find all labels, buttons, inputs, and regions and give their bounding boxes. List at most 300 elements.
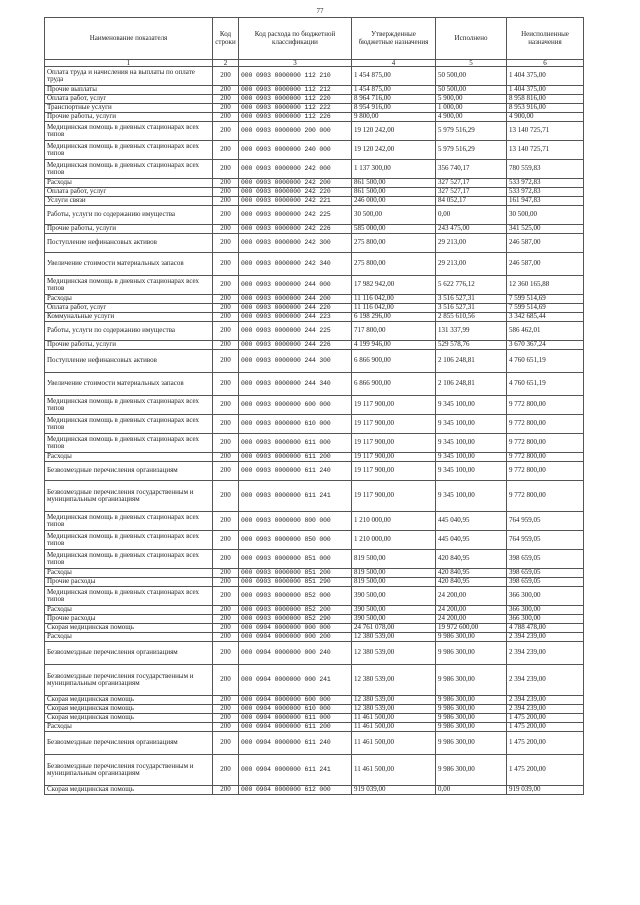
cell-approved: 6 866 900,00 <box>352 350 436 373</box>
cell-executed: 9 986 300,00 <box>436 633 507 642</box>
cell-name: Прочие выплаты <box>45 86 213 95</box>
cell-budget-code: 000 0903 0000000 244 226 <box>239 341 352 350</box>
cell-unexecuted: 780 559,83 <box>507 160 584 179</box>
cell-approved: 4 199 946,00 <box>352 341 436 350</box>
cell-budget-code: 000 0903 0000000 244 340 <box>239 373 352 396</box>
cell-budget-code: 000 0903 0000000 244 300 <box>239 350 352 373</box>
cell-executed: 9 345 100,00 <box>436 453 507 462</box>
cell-unexecuted: 3 342 685,44 <box>507 313 584 322</box>
cell-executed: 9 345 100,00 <box>436 396 507 415</box>
cell-executed: 9 986 300,00 <box>436 665 507 696</box>
cell-name: Прочие работы, услуги <box>45 113 213 122</box>
table-row <box>45 624 584 633</box>
cell-executed: 327 527,17 <box>436 188 507 197</box>
cell-executed: 2 855 610,56 <box>436 313 507 322</box>
cell-name: Скорая медицинская помощь <box>45 714 213 723</box>
table-row <box>45 160 584 179</box>
table-row <box>45 512 584 531</box>
cell-approved: 19 117 900,00 <box>352 453 436 462</box>
cell-approved: 12 380 539,00 <box>352 665 436 696</box>
table-row <box>45 396 584 415</box>
table-row <box>45 550 584 569</box>
cell-approved: 11 116 042,00 <box>352 304 436 313</box>
cell-budget-code: 000 0904 0000000 611 000 <box>239 714 352 723</box>
cell-executed: 9 345 100,00 <box>436 415 507 434</box>
cell-approved: 275 800,00 <box>352 234 436 253</box>
header-approved: Утвержденные бюджетные назначения <box>352 18 436 60</box>
cell-name: Расходы <box>45 606 213 615</box>
cell-line-code: 200 <box>213 512 239 531</box>
cell-approved: 12 380 539,00 <box>352 642 436 665</box>
cell-budget-code: 000 0904 0000000 000 000 <box>239 624 352 633</box>
cell-unexecuted: 30 500,00 <box>507 206 584 225</box>
cell-approved: 390 500,00 <box>352 606 436 615</box>
cell-executed: 327 527,17 <box>436 179 507 188</box>
cell-name: Безвозмездные перечисления государственным и муниципальным организациям <box>45 481 213 512</box>
table-row <box>45 462 584 481</box>
cell-approved: 11 461 500,00 <box>352 723 436 732</box>
table-row <box>45 481 584 512</box>
cell-budget-code: 000 0903 0000000 244 200 <box>239 295 352 304</box>
table-row <box>45 714 584 723</box>
cell-name: Оплата работ, услуг <box>45 188 213 197</box>
cell-line-code: 200 <box>213 606 239 615</box>
cell-name: Расходы <box>45 179 213 188</box>
cell-name: Работы, услуги по содержанию имущества <box>45 206 213 225</box>
cell-approved: 12 380 539,00 <box>352 705 436 714</box>
cell-name: Поступление нефинансовых активов <box>45 234 213 253</box>
cell-unexecuted: 398 659,05 <box>507 578 584 587</box>
cell-approved: 585 000,00 <box>352 225 436 234</box>
header-code: Код строки <box>213 18 239 60</box>
cell-unexecuted: 398 659,05 <box>507 550 584 569</box>
cell-budget-code: 000 0904 0000000 612 000 <box>239 786 352 795</box>
cell-budget-code: 000 0904 0000000 000 240 <box>239 642 352 665</box>
cell-budget-code: 000 0903 0000000 240 000 <box>239 141 352 160</box>
cell-executed: 0,00 <box>436 206 507 225</box>
cell-budget-code: 000 0904 0000000 611 200 <box>239 723 352 732</box>
cell-unexecuted: 8 958 816,00 <box>507 95 584 104</box>
table-row <box>45 642 584 665</box>
cell-unexecuted: 9 772 800,00 <box>507 481 584 512</box>
cell-line-code: 200 <box>213 313 239 322</box>
cell-executed: 9 986 300,00 <box>436 705 507 714</box>
table-row <box>45 705 584 714</box>
table-row <box>45 276 584 295</box>
cell-unexecuted: 764 959,05 <box>507 512 584 531</box>
cell-budget-code: 000 0904 0000000 000 200 <box>239 633 352 642</box>
cell-approved: 19 120 242,00 <box>352 122 436 141</box>
cell-executed: 529 578,76 <box>436 341 507 350</box>
cell-executed: 29 213,00 <box>436 253 507 276</box>
cell-approved: 275 800,00 <box>352 253 436 276</box>
table-row <box>45 206 584 225</box>
table-row <box>45 373 584 396</box>
cell-line-code: 200 <box>213 714 239 723</box>
cell-name: Безвозмездные перечисления государственным и муниципальным организациям <box>45 665 213 696</box>
table-row <box>45 723 584 732</box>
cell-name: Коммунальные услуги <box>45 313 213 322</box>
cell-budget-code: 000 0904 0000000 610 000 <box>239 705 352 714</box>
cell-name: Прочие расходы <box>45 615 213 624</box>
cell-name: Медицинская помощь в дневных стационарах всех типов <box>45 587 213 606</box>
cell-budget-code: 000 0903 0000000 611 000 <box>239 434 352 453</box>
cell-approved: 819 500,00 <box>352 569 436 578</box>
table-row <box>45 341 584 350</box>
cell-unexecuted: 366 300,00 <box>507 615 584 624</box>
cell-budget-code: 000 0903 0000000 242 226 <box>239 225 352 234</box>
table-row <box>45 234 584 253</box>
cell-approved: 1 454 875,00 <box>352 86 436 95</box>
cell-executed: 5 979 516,29 <box>436 122 507 141</box>
cell-unexecuted: 13 140 725,71 <box>507 141 584 160</box>
cell-budget-code: 000 0903 0000000 112 226 <box>239 113 352 122</box>
cell-budget-code: 000 0903 0000000 242 221 <box>239 197 352 206</box>
cell-executed: 9 345 100,00 <box>436 462 507 481</box>
cell-budget-code: 000 0903 0000000 851 290 <box>239 578 352 587</box>
cell-executed: 0,00 <box>436 786 507 795</box>
cell-line-code: 200 <box>213 587 239 606</box>
col-number: 2 <box>213 60 239 67</box>
cell-line-code: 200 <box>213 665 239 696</box>
cell-unexecuted: 1 404 375,00 <box>507 86 584 95</box>
cell-executed: 24 200,00 <box>436 587 507 606</box>
cell-unexecuted: 13 140 725,71 <box>507 122 584 141</box>
cell-budget-code: 000 0903 0000000 242 225 <box>239 206 352 225</box>
cell-line-code: 200 <box>213 160 239 179</box>
cell-budget-code: 000 0904 0000000 000 241 <box>239 665 352 696</box>
table-row <box>45 188 584 197</box>
cell-name: Безвозмездные перечисления организациям <box>45 642 213 665</box>
cell-name: Расходы <box>45 569 213 578</box>
cell-unexecuted: 9 772 800,00 <box>507 453 584 462</box>
cell-approved: 11 116 042,00 <box>352 295 436 304</box>
header-unexecuted: Неисполненные назначения <box>507 18 584 60</box>
cell-line-code: 200 <box>213 104 239 113</box>
cell-name: Медицинская помощь в дневных стационарах всех типов <box>45 415 213 434</box>
cell-name: Оплата работ, услуг <box>45 304 213 313</box>
cell-name: Поступление нефинансовых активов <box>45 350 213 373</box>
cell-approved: 12 380 539,00 <box>352 633 436 642</box>
cell-name: Услуги связи <box>45 197 213 206</box>
cell-unexecuted: 1 475 200,00 <box>507 755 584 786</box>
cell-approved: 19 117 900,00 <box>352 462 436 481</box>
cell-line-code: 200 <box>213 122 239 141</box>
cell-name: Скорая медицинская помощь <box>45 696 213 705</box>
cell-line-code: 200 <box>213 304 239 313</box>
header-rcode: Код расхода по бюджетной классификации <box>239 18 352 60</box>
cell-executed: 84 052,17 <box>436 197 507 206</box>
table-row <box>45 633 584 642</box>
cell-line-code: 200 <box>213 633 239 642</box>
column-numbers-row <box>45 60 584 67</box>
table-row <box>45 786 584 795</box>
cell-unexecuted: 3 670 367,24 <box>507 341 584 350</box>
table-row <box>45 350 584 373</box>
cell-line-code: 200 <box>213 723 239 732</box>
cell-executed: 243 475,00 <box>436 225 507 234</box>
cell-unexecuted: 2 394 239,00 <box>507 696 584 705</box>
cell-line-code: 200 <box>213 234 239 253</box>
cell-name: Прочие работы, услуги <box>45 225 213 234</box>
cell-unexecuted: 4 760 651,19 <box>507 350 584 373</box>
cell-budget-code: 000 0903 0000000 242 200 <box>239 179 352 188</box>
cell-executed: 5 979 516,29 <box>436 141 507 160</box>
cell-executed: 24 200,00 <box>436 606 507 615</box>
cell-line-code: 200 <box>213 206 239 225</box>
budget-execution-table <box>44 17 584 795</box>
cell-name: Расходы <box>45 453 213 462</box>
cell-budget-code: 000 0903 0000000 611 240 <box>239 462 352 481</box>
cell-name: Работы, услуги по содержанию имущества <box>45 322 213 341</box>
col-number: 1 <box>45 60 213 67</box>
cell-line-code: 200 <box>213 141 239 160</box>
table-header-row <box>45 18 584 60</box>
cell-unexecuted: 9 772 800,00 <box>507 396 584 415</box>
cell-unexecuted: 2 394 239,00 <box>507 665 584 696</box>
cell-line-code: 200 <box>213 86 239 95</box>
table-row <box>45 434 584 453</box>
table-row <box>45 122 584 141</box>
cell-name: Скорая медицинская помощь <box>45 786 213 795</box>
cell-executed: 9 986 300,00 <box>436 642 507 665</box>
cell-budget-code: 000 0903 0000000 851 200 <box>239 569 352 578</box>
cell-budget-code: 000 0903 0000000 851 000 <box>239 550 352 569</box>
cell-unexecuted: 9 772 800,00 <box>507 462 584 481</box>
cell-name: Оплата труда и начисления на выплаты по оплате труда <box>45 67 213 86</box>
cell-executed: 420 840,95 <box>436 578 507 587</box>
cell-unexecuted: 4 900,00 <box>507 113 584 122</box>
cell-line-code: 200 <box>213 197 239 206</box>
cell-budget-code: 000 0903 0000000 850 000 <box>239 531 352 550</box>
cell-line-code: 200 <box>213 253 239 276</box>
cell-line-code: 200 <box>213 696 239 705</box>
cell-unexecuted: 7 599 514,69 <box>507 295 584 304</box>
cell-name: Безвозмездные перечисления организациям <box>45 462 213 481</box>
cell-unexecuted: 533 972,83 <box>507 188 584 197</box>
cell-name: Расходы <box>45 633 213 642</box>
table-row <box>45 569 584 578</box>
cell-executed: 420 840,95 <box>436 550 507 569</box>
table-row <box>45 67 584 86</box>
cell-line-code: 200 <box>213 373 239 396</box>
cell-executed: 5 900,00 <box>436 95 507 104</box>
table-row <box>45 755 584 786</box>
cell-executed: 131 337,99 <box>436 322 507 341</box>
cell-unexecuted: 8 953 916,00 <box>507 104 584 113</box>
cell-executed: 50 500,00 <box>436 67 507 86</box>
cell-executed: 9 986 300,00 <box>436 723 507 732</box>
table-row <box>45 141 584 160</box>
col-number: 3 <box>239 60 352 67</box>
cell-approved: 246 000,00 <box>352 197 436 206</box>
cell-executed: 2 106 248,81 <box>436 350 507 373</box>
cell-executed: 3 516 527,31 <box>436 304 507 313</box>
table-row <box>45 225 584 234</box>
cell-unexecuted: 2 394 239,00 <box>507 633 584 642</box>
cell-unexecuted: 1 475 200,00 <box>507 723 584 732</box>
cell-budget-code: 000 0903 0000000 242 000 <box>239 160 352 179</box>
cell-unexecuted: 1 475 200,00 <box>507 714 584 723</box>
cell-unexecuted: 1 404 375,00 <box>507 67 584 86</box>
table-row <box>45 253 584 276</box>
cell-unexecuted: 533 972,83 <box>507 179 584 188</box>
cell-executed: 445 040,95 <box>436 512 507 531</box>
cell-unexecuted: 764 959,05 <box>507 531 584 550</box>
cell-approved: 919 039,00 <box>352 786 436 795</box>
cell-budget-code: 000 0903 0000000 244 220 <box>239 304 352 313</box>
cell-budget-code: 000 0903 0000000 244 223 <box>239 313 352 322</box>
cell-approved: 1 137 300,00 <box>352 160 436 179</box>
cell-budget-code: 000 0903 0000000 852 200 <box>239 606 352 615</box>
cell-unexecuted: 919 039,00 <box>507 786 584 795</box>
cell-line-code: 200 <box>213 624 239 633</box>
cell-executed: 9 986 300,00 <box>436 755 507 786</box>
cell-approved: 819 500,00 <box>352 550 436 569</box>
cell-name: Транспортные услуги <box>45 104 213 113</box>
table-row <box>45 606 584 615</box>
cell-line-code: 200 <box>213 225 239 234</box>
cell-executed: 29 213,00 <box>436 234 507 253</box>
cell-approved: 19 117 900,00 <box>352 434 436 453</box>
cell-line-code: 200 <box>213 350 239 373</box>
cell-budget-code: 000 0903 0000000 112 222 <box>239 104 352 113</box>
cell-budget-code: 000 0903 0000000 610 000 <box>239 415 352 434</box>
cell-executed: 9 986 300,00 <box>436 732 507 755</box>
cell-approved: 861 500,00 <box>352 188 436 197</box>
cell-approved: 17 982 942,00 <box>352 276 436 295</box>
cell-line-code: 200 <box>213 705 239 714</box>
cell-line-code: 200 <box>213 179 239 188</box>
cell-line-code: 200 <box>213 322 239 341</box>
cell-line-code: 200 <box>213 276 239 295</box>
cell-budget-code: 000 0903 0000000 800 000 <box>239 512 352 531</box>
table-row <box>45 665 584 696</box>
cell-line-code: 200 <box>213 481 239 512</box>
table-row <box>45 615 584 624</box>
cell-executed: 9 345 100,00 <box>436 434 507 453</box>
cell-line-code: 200 <box>213 732 239 755</box>
cell-executed: 356 740,17 <box>436 160 507 179</box>
cell-approved: 8 964 716,00 <box>352 95 436 104</box>
cell-approved: 9 800,00 <box>352 113 436 122</box>
table-row <box>45 179 584 188</box>
cell-unexecuted: 398 659,05 <box>507 569 584 578</box>
cell-budget-code: 000 0903 0000000 244 000 <box>239 276 352 295</box>
cell-budget-code: 000 0904 0000000 600 000 <box>239 696 352 705</box>
cell-name: Медицинская помощь в дневных стационарах всех типов <box>45 512 213 531</box>
cell-name: Расходы <box>45 295 213 304</box>
cell-name: Прочие работы, услуги <box>45 341 213 350</box>
cell-budget-code: 000 0903 0000000 242 300 <box>239 234 352 253</box>
cell-approved: 11 461 500,00 <box>352 714 436 723</box>
table-row <box>45 578 584 587</box>
cell-line-code: 200 <box>213 550 239 569</box>
cell-name: Расходы <box>45 723 213 732</box>
cell-approved: 6 198 296,00 <box>352 313 436 322</box>
cell-budget-code: 000 0903 0000000 600 000 <box>239 396 352 415</box>
cell-line-code: 200 <box>213 786 239 795</box>
cell-executed: 19 972 600,00 <box>436 624 507 633</box>
cell-line-code: 200 <box>213 453 239 462</box>
cell-line-code: 200 <box>213 113 239 122</box>
cell-unexecuted: 161 947,83 <box>507 197 584 206</box>
cell-unexecuted: 586 462,01 <box>507 322 584 341</box>
table-row <box>45 86 584 95</box>
table-row <box>45 197 584 206</box>
cell-line-code: 200 <box>213 341 239 350</box>
table-row <box>45 453 584 462</box>
cell-line-code: 200 <box>213 569 239 578</box>
cell-unexecuted: 341 525,00 <box>507 225 584 234</box>
cell-name: Безвозмездные перечисления организациям <box>45 732 213 755</box>
table-body <box>45 67 584 795</box>
cell-executed: 2 106 248,81 <box>436 373 507 396</box>
cell-line-code: 200 <box>213 188 239 197</box>
cell-line-code: 200 <box>213 95 239 104</box>
cell-unexecuted: 2 394 239,00 <box>507 705 584 714</box>
cell-unexecuted: 246 587,00 <box>507 234 584 253</box>
header-executed: Исполнено <box>436 18 507 60</box>
cell-line-code: 200 <box>213 755 239 786</box>
cell-name: Медицинская помощь в дневных стационарах всех типов <box>45 531 213 550</box>
cell-approved: 1 210 000,00 <box>352 531 436 550</box>
cell-approved: 11 461 500,00 <box>352 755 436 786</box>
cell-name: Медицинская помощь в дневных стационарах всех типов <box>45 160 213 179</box>
cell-line-code: 200 <box>213 462 239 481</box>
cell-approved: 19 117 900,00 <box>352 415 436 434</box>
cell-line-code: 200 <box>213 434 239 453</box>
cell-unexecuted: 246 587,00 <box>507 253 584 276</box>
cell-name: Прочие расходы <box>45 578 213 587</box>
cell-unexecuted: 2 394 239,00 <box>507 642 584 665</box>
col-number: 5 <box>436 60 507 67</box>
cell-line-code: 200 <box>213 615 239 624</box>
page-number: 77 <box>316 7 324 15</box>
cell-budget-code: 000 0903 0000000 852 000 <box>239 587 352 606</box>
table-row <box>45 322 584 341</box>
cell-name: Медицинская помощь в дневных стационарах всех типов <box>45 141 213 160</box>
cell-line-code: 200 <box>213 396 239 415</box>
cell-line-code: 200 <box>213 531 239 550</box>
table-row <box>45 113 584 122</box>
cell-approved: 19 117 900,00 <box>352 481 436 512</box>
cell-line-code: 200 <box>213 67 239 86</box>
cell-budget-code: 000 0903 0000000 852 290 <box>239 615 352 624</box>
table-row <box>45 531 584 550</box>
cell-approved: 1 210 000,00 <box>352 512 436 531</box>
cell-approved: 19 117 900,00 <box>352 396 436 415</box>
cell-name: Оплата работ, услуг <box>45 95 213 104</box>
cell-unexecuted: 366 300,00 <box>507 606 584 615</box>
cell-budget-code: 000 0903 0000000 244 225 <box>239 322 352 341</box>
cell-unexecuted: 1 475 200,00 <box>507 732 584 755</box>
cell-line-code: 200 <box>213 578 239 587</box>
cell-executed: 9 986 300,00 <box>436 714 507 723</box>
cell-name: Медицинская помощь в дневных стационарах всех типов <box>45 122 213 141</box>
cell-name: Безвозмездные перечисления государственным и муниципальным организациям <box>45 755 213 786</box>
cell-approved: 390 500,00 <box>352 615 436 624</box>
table-row <box>45 104 584 113</box>
cell-name: Медицинская помощь в дневных стационарах всех типов <box>45 396 213 415</box>
cell-name: Скорая медицинская помощь <box>45 624 213 633</box>
cell-budget-code: 000 0903 0000000 242 340 <box>239 253 352 276</box>
cell-name: Увеличение стоимости материальных запасов <box>45 373 213 396</box>
table-row <box>45 732 584 755</box>
cell-budget-code: 000 0903 0000000 611 200 <box>239 453 352 462</box>
cell-unexecuted: 4 760 651,19 <box>507 373 584 396</box>
cell-unexecuted: 12 360 165,88 <box>507 276 584 295</box>
